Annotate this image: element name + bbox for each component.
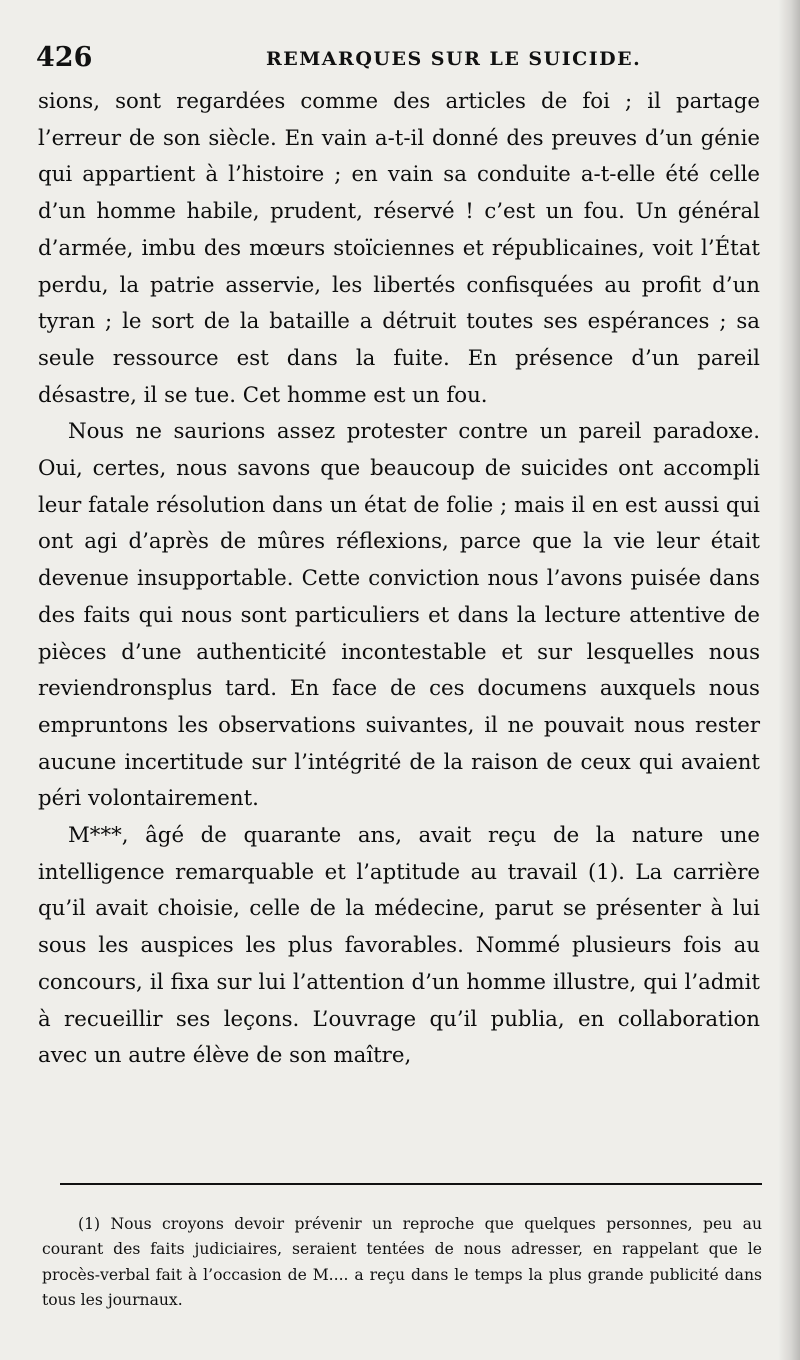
page-header — [36, 42, 760, 78]
paragraph: Nous ne saurions assez protester contre un pareil paradoxe. Oui, certes, nous savons que beaucoup de suicides ont accompli leur fatale résolution dans un état de folie ; mais il en est aussi qui ont agi d’après de mûres réflexions, parce que la vie leur était devenue insupportable. Cette conviction nous l’avons puisée dans des faits qui nous sont particuliers et dans la lecture attentive de pièces d’une authenticité incontestable et sur lesquelles nous reviendronsplus tard. En face de ces documens auxquels nous empruntons les observations suivantes, il ne pouvait nous rester aucune incertitude sur l’intégrité de la raison de ceux qui avaient péri volontairement. — [38, 419, 760, 812]
footnote — [42, 1212, 762, 1313]
body-text — [38, 84, 760, 1075]
paragraph-continuation: sions, sont regardées comme des articles de foi ; il partage l’erreur de son siècle. En vain a-t-il donné des preuves d’un génie qui appartient à l’histoire ; en vain sa conduite a-t-elle été celle d’un homme habile, prudent, réservé ! c’est un fou. Un général d’armée, imbu des mœurs stoïciennes et républicaines, voit l’État perdu, la patrie asservie, les libertés confisquées au profit d’un tyran ; le sort de la bataille a détruit toutes ses espérances ; sa seule ressource est dans la fuite. En présence d’un pareil désastre, il se tue. Cet homme est un fou. — [38, 89, 760, 408]
running-title: REMARQUES SUR LE SUICIDE. — [266, 48, 642, 70]
paragraph: M***, âgé de quarante ans, avait reçu de la nature une intelligence remarquable et l’aptitude au travail (1). La carrière qu’il avait choisie, celle de la médecine, parut se présenter à lui sous les auspices les plus favorables. Nommé plusieurs fois au concours, il fixa sur lui l’attention d’un homme illustre, qui l’admit à recueillir ses leçons. L’ouvrage qu’il publia, en collaboration avec un autre élève de son maître, — [38, 823, 760, 1069]
page-gutter-shadow — [778, 0, 800, 1360]
footnote-text: (1) Nous croyons devoir prévenir un reproche que quelques personnes, peu au courant des faits judiciaires, seraient tentées de nous adresser, en rappelant que le procès-verbal fait à l’occasion de M.... a reçu dans le temps la plus grande publicité dans tous les journaux. — [42, 1215, 762, 1309]
footnote-separator-rule — [60, 1183, 762, 1185]
page-number: 426 — [36, 42, 93, 73]
